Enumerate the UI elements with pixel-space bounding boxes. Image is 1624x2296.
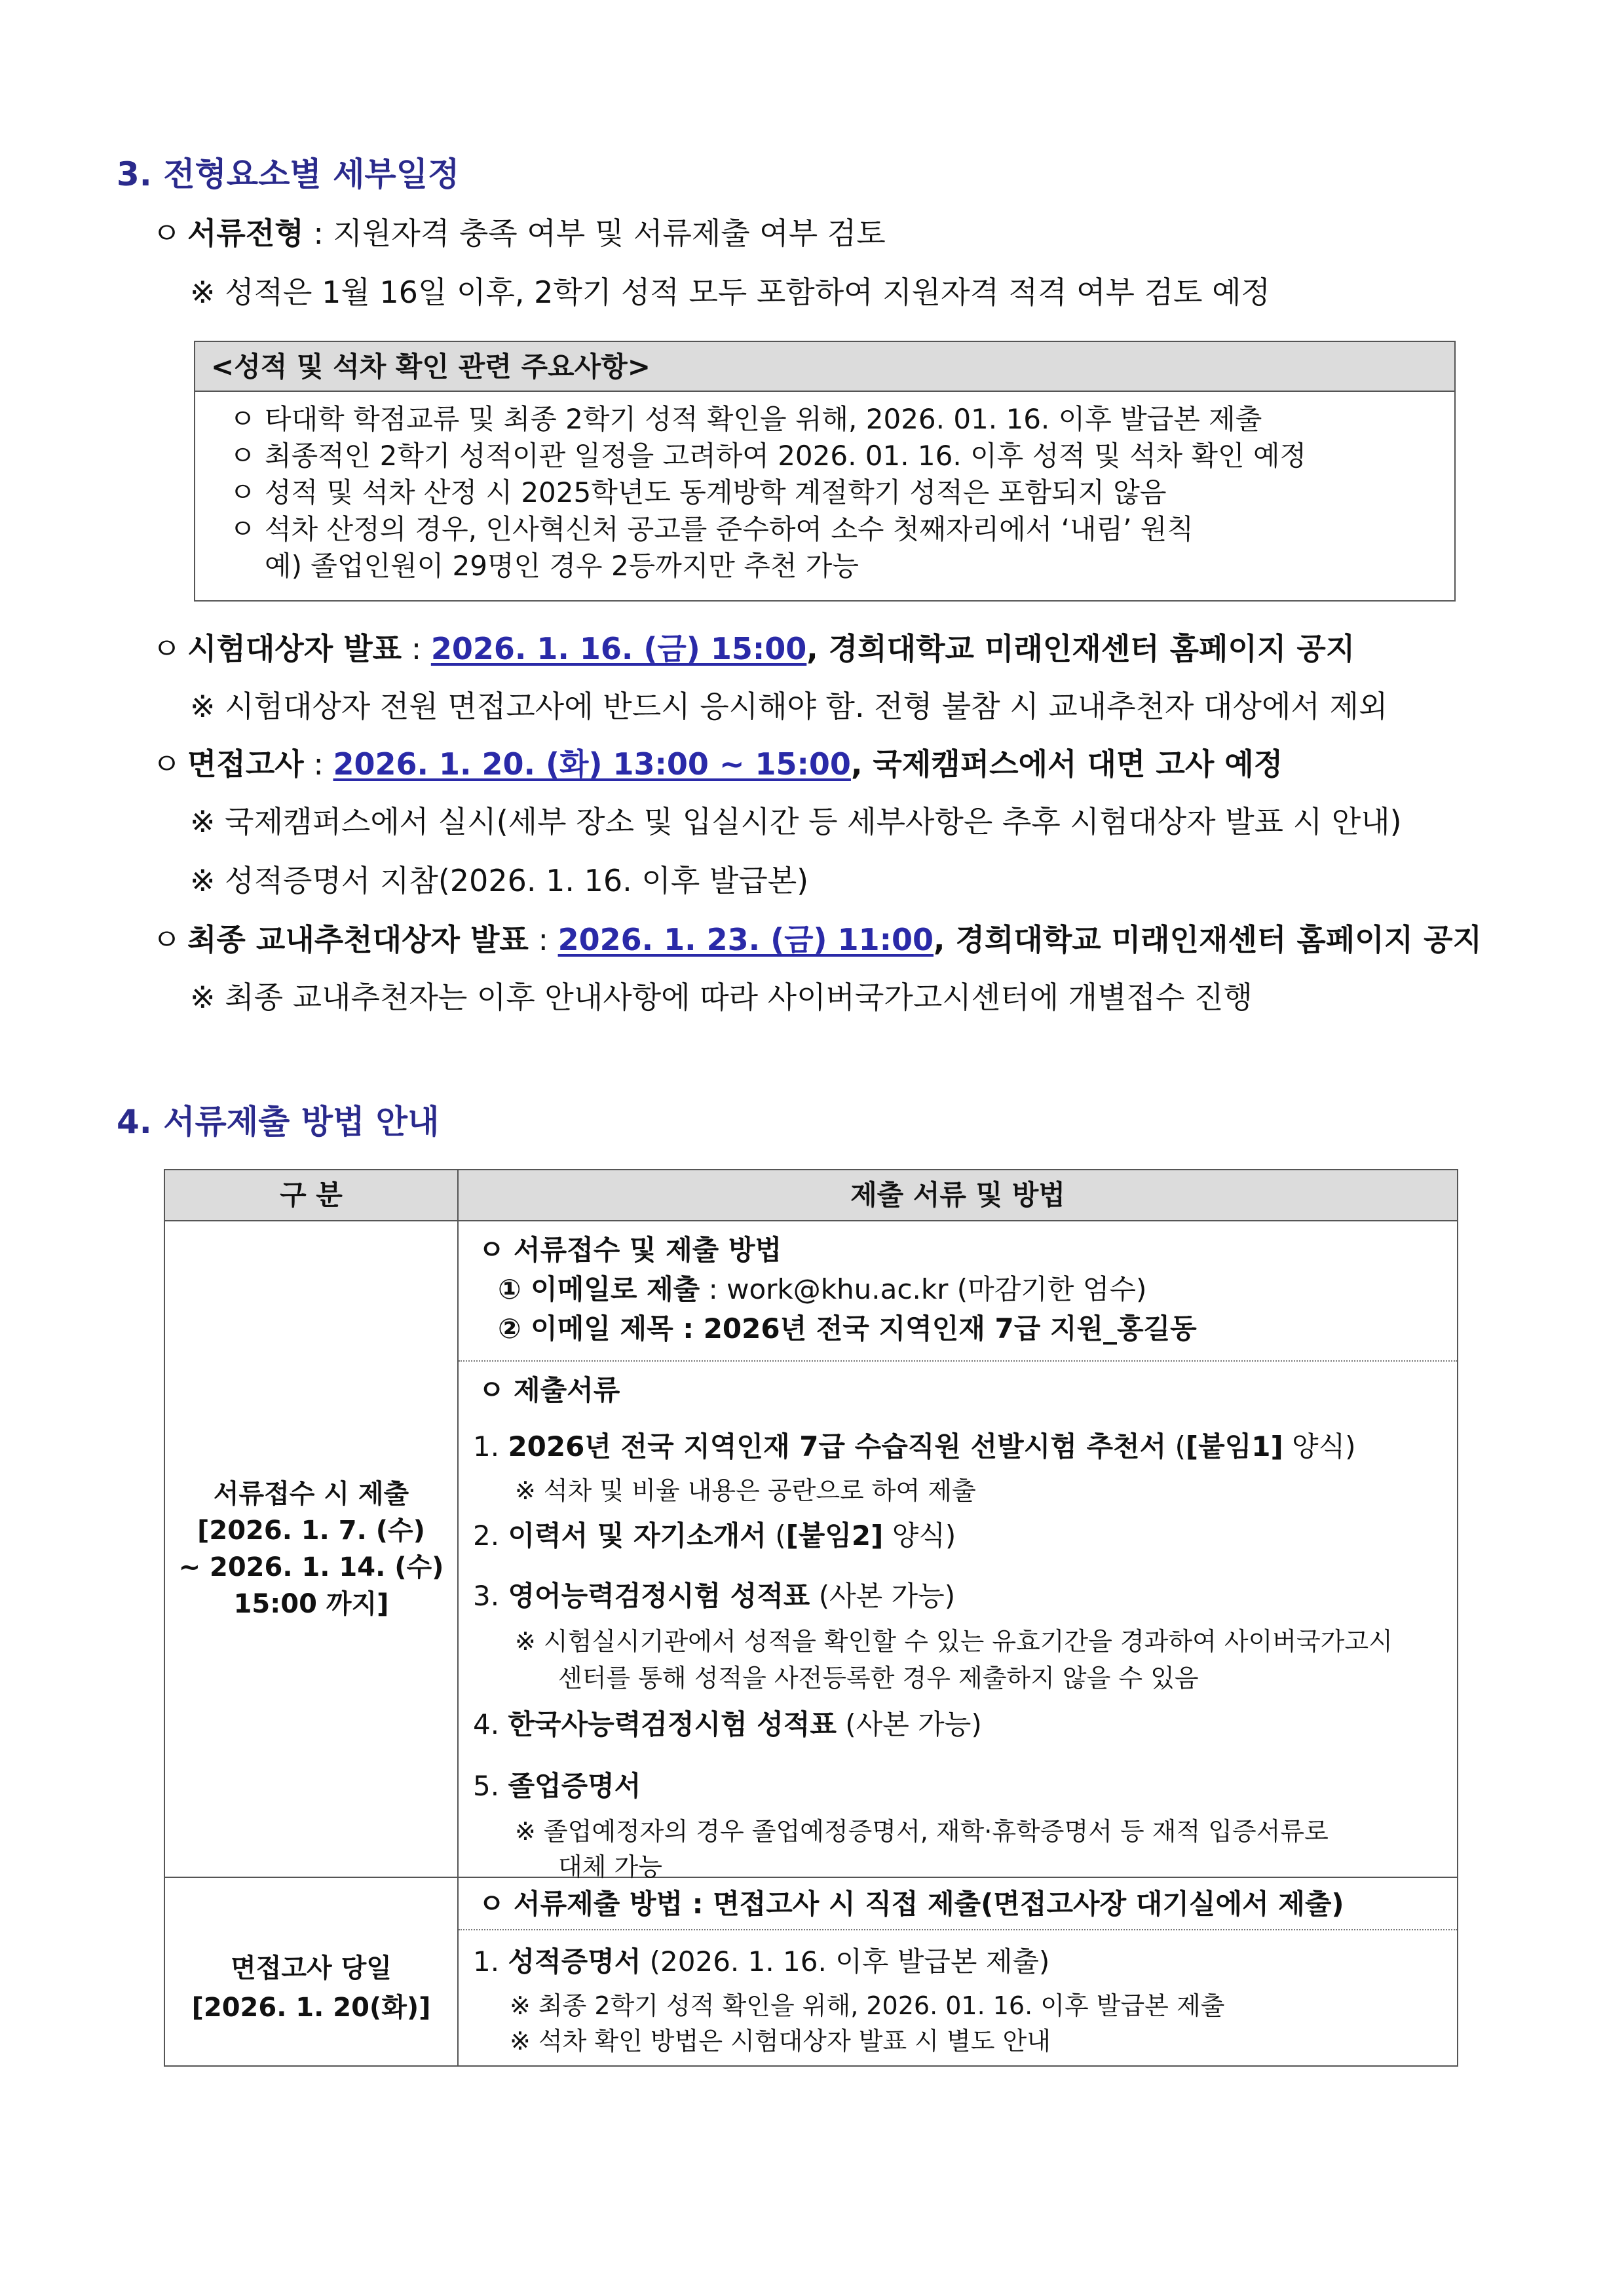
doc-note: ※ 시험실시기관에서 성적을 확인할 수 있는 유효기간을 경과하여 사이버국가고시: [515, 1627, 1393, 1656]
row2-label: 면접고사 당일 [2026. 1. 20(화)]: [191, 1953, 431, 2023]
grade-notice-item: ㅇ 성적 및 석차 산정 시 2025학년도 동계방학 계절학기 성적은 포함되지 않음: [229, 476, 1167, 508]
row2-note: ※ 석차 확인 방법은 시험대상자 발표 시 별도 안내: [510, 2027, 1051, 2056]
row2-method: ㅇ 서류제출 방법 : 면접고사 시 직접 제출(면접고사장 대기실에서 제출): [478, 1888, 1344, 1920]
doc-screening-note: ※ 성적은 1월 16일 이후, 2학기 성적 모두 포함하여 지원자격 적격 여부 검토 예정: [190, 275, 1270, 310]
doc-screening-text: 지원자격 충족 여부 및 서류제출 여부 검토: [333, 216, 886, 251]
row2-divider: [459, 1929, 1457, 1930]
docs-title: ㅇ 제출서류: [478, 1374, 620, 1406]
method-email-subject: ② 이메일 제목 : 2026년 전국 지역인재 7급 지원_홍길동: [498, 1312, 1197, 1345]
row2-note: ※ 최종 2학기 성적 확인을 위해, 2026. 01. 16. 이후 발급본 제출: [510, 1991, 1225, 2020]
doc-note: ※ 석차 및 비율 내용은 공란으로 하여 제출: [515, 1476, 976, 1505]
final-announce-note: ※ 최종 교내추천자는 이후 안내사항에 따라 사이버국가고시센터에 개별접수 진행: [190, 980, 1253, 1015]
exam-announce-line: ㅇ 시험대상자 발표 : 2026. 1. 16. (금) 15:00, 경희대학교 미래인재센터 홈페이지 공지: [152, 631, 1355, 666]
final-announce-date: 2026. 1. 23. (금) 11:00: [557, 922, 934, 957]
exam-announce-date: 2026. 1. 16. (금) 15:00: [430, 631, 807, 666]
doc-screening-label: 서류전형: [187, 216, 304, 251]
interview-line: ㅇ 면접고사 : 2026. 1. 20. (화) 13:00 ~ 15:00, 국제캠퍼스에서 대면 고사 예정: [152, 746, 1283, 782]
interview-note: ※ 성적증명서 지참(2026. 1. 16. 이후 발급본): [190, 863, 809, 898]
interview-note: ※ 국제캠퍼스에서 실시(세부 장소 및 입실시간 등 세부사항은 추후 시험대상자 발표 시 안내): [190, 804, 1402, 839]
exam-announce-note: ※ 시험대상자 전원 면접고사에 반드시 응시해야 함. 전형 불참 시 교내추천자 대상에서 제외: [190, 689, 1388, 724]
doc-item: 5. 졸업증명서: [473, 1770, 641, 1802]
doc-item: 1. 2026년 전국 지역인재 7급 수습직원 선발시험 추천서 ([붙임1] 양식): [473, 1430, 1356, 1463]
row1-label: 서류접수 시 제출 [2026. 1. 7. (수) ~ 2026. 1. 14. (수) 15:00 까지]: [178, 1479, 444, 1619]
doc-item: 3. 영어능력검정시험 성적표 (사본 가능): [473, 1580, 956, 1612]
grade-notice-item: ㅇ 최종적인 2학기 성적이관 일정을 고려하여 2026. 01. 16. 이후 성적 및 석차 확인 예정: [229, 440, 1307, 472]
doc-item: 4. 한국사능력검정시험 성적표 (사본 가능): [473, 1708, 982, 1740]
doc-note: ※ 졸업예정자의 경우 졸업예정증명서, 재학·휴학증명서 등 재적 입증서류로: [515, 1817, 1329, 1846]
grade-notice-box: [194, 341, 1456, 602]
grade-notice-item: ㅇ 석차 산정의 경우, 인사혁신처 공고를 준수하여 소수 첫째자리에서 ‘내림’ 원칙: [229, 513, 1194, 545]
doc-note: 대체 가능: [558, 1852, 662, 1881]
row2-doc: 1. 성적증명서 (2026. 1. 16. 이후 발급본 제출): [473, 1945, 1050, 1978]
final-announce-line: ㅇ 최종 교내추천대상자 발표 : 2026. 1. 23. (금) 11:00, 경희대학교 미래인재센터 홈페이지 공지: [152, 922, 1482, 957]
method-email: ① 이메일로 제출 : work@khu.ac.kr (마감기한 엄수): [498, 1273, 1147, 1305]
doc-note: 센터를 통해 성적을 사전등록한 경우 제출하지 않을 수 있음: [558, 1664, 1199, 1693]
doc-screening-line: ㅇ 서류전형 : 지원자격 충족 여부 및 서류제출 여부 검토: [152, 214, 886, 253]
doc-item: 2. 이력서 및 자기소개서 ([붙임2] 양식): [473, 1520, 956, 1552]
interview-date: 2026. 1. 20. (화) 13:00 ~ 15:00: [333, 746, 851, 782]
section4-title: 4. 서류제출 방법 안내: [117, 1103, 440, 1141]
row1-divider: [459, 1360, 1457, 1362]
bullet-icon: ㅇ: [152, 216, 181, 251]
grade-notice-item: ㅇ 타대학 학점교류 및 최종 2학기 성적 확인을 위해, 2026. 01. 16. 이후 발급본 제출: [229, 403, 1262, 435]
section3-title: 3. 전형요소별 세부일정: [117, 155, 460, 193]
grade-notice-title: <성적 및 석차 확인 관련 주요사항>: [211, 351, 651, 383]
grade-notice-example: 예) 졸업인원이 29명인 경우 2등까지만 추천 가능: [265, 550, 859, 582]
method-title: ㅇ 서류접수 및 제출 방법: [478, 1234, 782, 1266]
